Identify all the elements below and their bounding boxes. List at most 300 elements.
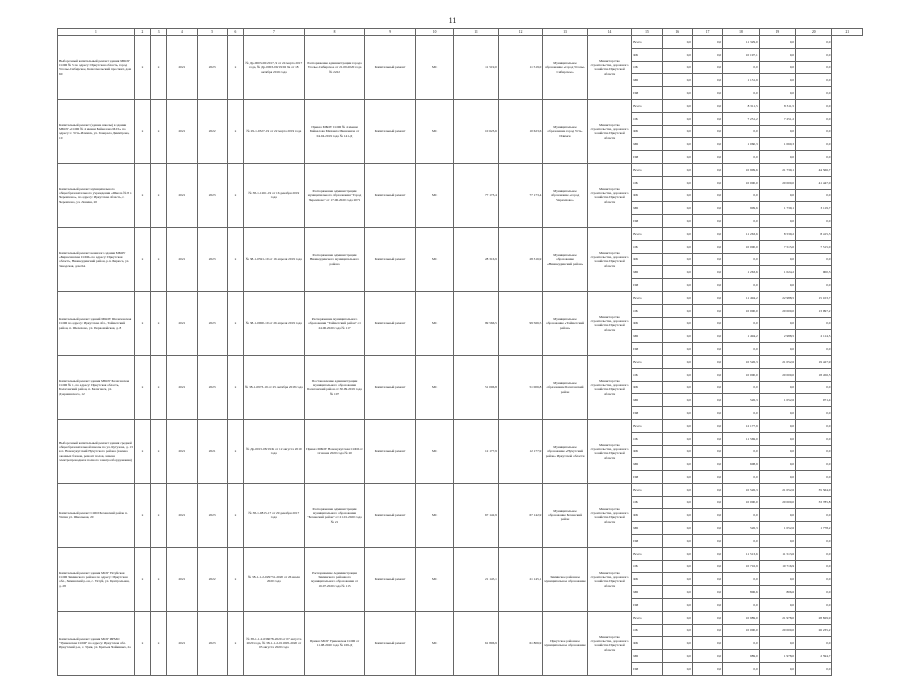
- estimated-cost: 11 519,0: [454, 36, 498, 100]
- funding-value: 0,0: [692, 496, 722, 509]
- cell-col2: x: [134, 611, 150, 675]
- funding-value: 0,0: [692, 266, 722, 279]
- object-name: Капитальный ремонт зданий МКОУ Шелеховская СОШ по адресу: Иркутская обл., Тайшетский район, п. Шелехово, ул. Первомайская, д. 8: [58, 291, 135, 355]
- cell-col2: x: [134, 36, 150, 100]
- object-name: Капитальный ремонт нежилого здания МБОУ «Бирюсинская СОШ» по адресу: Иркутская область, Нижнеудинский район, р.п. Бирюса, ул. Заводская, дом 6А: [58, 227, 135, 291]
- remaining-cost: 28 316,9: [498, 227, 542, 291]
- funding-value: 0,0: [662, 151, 692, 164]
- funding-value: 526,3: [723, 394, 759, 407]
- funding-value: 0,0: [662, 611, 692, 624]
- cell-col2: x: [134, 163, 150, 227]
- work-type: Капитальный ремонт: [365, 36, 416, 100]
- funding-source: ОБ: [632, 624, 662, 637]
- funding-value: 1 978,0: [759, 650, 795, 663]
- funding-source: МБ: [632, 202, 662, 215]
- funding-value: 0,0: [662, 61, 692, 74]
- funding-value: 806,6: [723, 586, 759, 599]
- funding-source: ФБ: [632, 253, 662, 266]
- funding-value: 0,0: [796, 535, 832, 548]
- cell-col6: x: [227, 36, 243, 100]
- estimated-cost: 10 623,6: [454, 99, 498, 163]
- funding-value: 0,0: [796, 36, 832, 49]
- cell-col6: x: [227, 291, 243, 355]
- column-number: 2: [134, 29, 150, 36]
- ministry: Министерство строительства, дорожного хозяйства Иркутской области: [587, 36, 631, 100]
- funding-value: 0,0: [662, 624, 692, 637]
- funding-value: 0,0: [662, 650, 692, 663]
- funding-value: 0,0: [692, 343, 722, 356]
- funding-value: 0,0: [662, 99, 692, 112]
- funding-value: 11 513,6: [723, 547, 759, 560]
- funding-value: 0,0: [796, 48, 832, 61]
- funding-value: 0,0: [796, 61, 832, 74]
- end-year: 2023: [197, 36, 227, 100]
- column-number: 7: [244, 29, 305, 36]
- end-year: 2023: [197, 227, 227, 291]
- cell-col2: x: [134, 291, 150, 355]
- funding-value: 0,0: [759, 509, 795, 522]
- estimated-cost: 51 006,8: [454, 355, 498, 419]
- funding-value: 0,0: [662, 560, 692, 573]
- ministry: Министерство строительства, дорожного хозяйства Иркутской области: [587, 291, 631, 355]
- funding-value: 1 024,2: [759, 266, 795, 279]
- end-year: 2023: [197, 291, 227, 355]
- funding-value: 900,3: [796, 266, 832, 279]
- expertise-docs: № 38-1-0900-19 от 26 апреля 2019 года: [244, 291, 305, 355]
- power-unit: МС: [415, 36, 453, 100]
- funding-value: 0,0: [759, 36, 795, 49]
- funding-value: 3 119,7: [796, 202, 832, 215]
- work-type: Капитальный ремонт: [365, 419, 416, 483]
- funding-value: 0,0: [662, 586, 692, 599]
- funding-source: МБ: [632, 266, 662, 279]
- funding-value: 0,0: [796, 87, 832, 100]
- funding-value: 0,0: [759, 407, 795, 420]
- funding-value: 0,0: [723, 573, 759, 586]
- funding-value: 0,0: [796, 432, 832, 445]
- funding-value: 0,0: [662, 458, 692, 471]
- funding-value: 0,0: [692, 163, 722, 176]
- funding-value: 0,0: [662, 522, 692, 535]
- funding-value: 0,0: [723, 535, 759, 548]
- funding-value: 0,0: [796, 343, 832, 356]
- funding-source: Всего: [632, 611, 662, 624]
- funding-value: 0,0: [662, 138, 692, 151]
- funding-value: 0,0: [662, 317, 692, 330]
- expertise-docs: № Др-0003-06/2017, 9 от 24 марта 2017 года, № Др-0003-09/19/02 9а от 18 октября 2016 года: [244, 36, 305, 100]
- power-unit: МС: [415, 355, 453, 419]
- funding-value: 10 000,0: [723, 240, 759, 253]
- cell-col3: x: [151, 99, 167, 163]
- ministry: Министерство строительства, дорожного хозяйства Иркутской области: [587, 355, 631, 419]
- funding-value: 0,0: [796, 151, 832, 164]
- table-row: [58, 611, 863, 624]
- funding-value: 0,0: [662, 419, 692, 432]
- funding-value: 0,0: [692, 291, 722, 304]
- funding-value: 0,0: [662, 509, 692, 522]
- page-number: 11: [448, 16, 457, 25]
- funding-value: 0,0: [796, 471, 832, 484]
- expertise-docs: № Др-0015-08/19/К от 12 августа 2019 года: [244, 419, 305, 483]
- funding-value: 0,0: [692, 407, 722, 420]
- funding-value: 0,0: [692, 637, 722, 650]
- funding-value: 7 515,0: [796, 240, 832, 253]
- funding-value: 0,0: [662, 663, 692, 676]
- funding-value: 0,0: [796, 419, 832, 432]
- funding-value: 0,0: [692, 573, 722, 586]
- funding-value: 0,0: [723, 151, 759, 164]
- column-number: 20: [796, 29, 832, 36]
- expertise-docs: № 38-1-0591-19 от 16 апреля 2019 года: [244, 227, 305, 291]
- funding-value: 0,0: [759, 87, 795, 100]
- funding-value: 10 909,6: [723, 163, 759, 176]
- funding-value: 0,0: [662, 36, 692, 49]
- funding-value: 0,0: [796, 599, 832, 612]
- column-number: 9: [365, 29, 416, 36]
- column-number: 12: [498, 29, 542, 36]
- funding-value: 1 494,2: [723, 330, 759, 343]
- funding-value: 8 415,3: [796, 227, 832, 240]
- decision-doc: Постановление администрации муниципального образования Балаганский район от 30.09.2019 года № 107: [304, 355, 365, 419]
- funding-source: ФБ: [632, 189, 662, 202]
- funding-value: 0,0: [759, 151, 795, 164]
- funding-value: 0,0: [796, 138, 832, 151]
- funding-value: 0,0: [662, 573, 692, 586]
- funding-value: 1 263,6: [723, 266, 759, 279]
- funding-value: 0,0: [796, 586, 832, 599]
- column-number: 11: [454, 29, 498, 36]
- funding-value: 0,0: [662, 445, 692, 458]
- funding-value: 0,0: [723, 61, 759, 74]
- funding-source: ОБ: [632, 432, 662, 445]
- funding-value: 2 594,7: [796, 650, 832, 663]
- funding-value: 11 513,6: [759, 547, 795, 560]
- funding-value: 0,0: [692, 48, 722, 61]
- start-year: 2021: [167, 483, 197, 547]
- funding-source: МБ: [632, 394, 662, 407]
- funding-source: МБ: [632, 330, 662, 343]
- funding-value: 0,0: [796, 547, 832, 560]
- funding-source: ИИ: [632, 599, 662, 612]
- start-year: 2021: [167, 163, 197, 227]
- funding-value: 0,0: [723, 599, 759, 612]
- cell-col3: x: [151, 291, 167, 355]
- cell-col6: x: [227, 227, 243, 291]
- end-year: 2021: [197, 419, 227, 483]
- table-row: [58, 547, 863, 560]
- funding-value: 10 989,0: [723, 611, 759, 624]
- estimated-cost: 99 566,5: [454, 291, 498, 355]
- funding-value: 0,0: [692, 586, 722, 599]
- funding-value: 0,0: [662, 394, 692, 407]
- cell-col2: x: [134, 99, 150, 163]
- object-name: Выборочный капитальный ремонт здания МБОУ СОШ № 5 по адресу: Иркутская область, город Усолье-Сибирское, Комсомольский проспект, дом 60: [58, 36, 135, 100]
- cell-col2: x: [134, 227, 150, 291]
- start-year: 2021: [167, 227, 197, 291]
- funding-value: 0,0: [796, 637, 832, 650]
- funding-value: 0,0: [662, 74, 692, 87]
- funding-value: 0,0: [692, 138, 722, 151]
- decision-doc: Распоряжение Администрации Зиминского районного муниципального образования от 16.07.2020 года № 115: [304, 547, 365, 611]
- estimated-cost: 61 806,9: [454, 611, 498, 675]
- column-number: 21: [832, 29, 863, 36]
- funding-value: 0,0: [662, 432, 692, 445]
- column-number: 16: [662, 29, 692, 36]
- column-number: 6: [227, 29, 243, 36]
- funding-value: 10 000,0: [723, 496, 759, 509]
- funding-value: 0,0: [796, 458, 832, 471]
- funding-value: 0,0: [692, 509, 722, 522]
- funding-source: Всего: [632, 99, 662, 112]
- funding-source: МБ: [632, 650, 662, 663]
- table-row: [58, 291, 863, 304]
- funding-value: 0,0: [692, 522, 722, 535]
- funding-source: ИИ: [632, 215, 662, 228]
- funding-value: 10 197,1: [723, 48, 759, 61]
- cell-col2: x: [134, 547, 150, 611]
- funding-source: ОБ: [632, 240, 662, 253]
- customer: Муниципальное образование «Нукутский район» Иркутской области: [543, 419, 587, 483]
- funding-value: 21 978,0: [759, 611, 795, 624]
- column-number-row: [58, 29, 863, 36]
- funding-value: 0,0: [759, 573, 795, 586]
- funding-source: Всего: [632, 36, 662, 49]
- funding-value: 0,0: [692, 624, 722, 637]
- customer: Муниципальное образование «город Усолье-Сибирское»: [543, 36, 587, 100]
- funding-source: ФБ: [632, 445, 662, 458]
- funding-value: 0,0: [796, 112, 832, 125]
- work-type: Капитальный ремонт: [365, 611, 416, 675]
- funding-value: 0,0: [662, 125, 692, 138]
- table-body: [58, 36, 863, 676]
- decision-doc: Распоряжение администрации муниципального образования "Город Черемхово" от 17.06.2020 года 2071: [304, 163, 365, 227]
- object-name: Капитальный ремонт муниципального общеобразовательного учреждения «Школа № 8 г. Черемхово», по адресу: Иркутская область, г. Черемхово, ул. Ленина, 20: [58, 163, 135, 227]
- funding-value: 0,0: [759, 381, 795, 394]
- expertise-docs: № 38-1-1-2-036078-2020 от 07 августа 2020 года, № 38-1-1-2-011695-2020 от 03 августа 2020 года: [244, 611, 305, 675]
- ministry: Министерство строительства, дорожного хозяйства Иркутской области: [587, 163, 631, 227]
- funding-source: Всего: [632, 547, 662, 560]
- funding-source: ИИ: [632, 151, 662, 164]
- work-type: Капитальный ремонт: [365, 291, 416, 355]
- remaining-cost: 67 142,9: [498, 483, 542, 547]
- table-row: [58, 483, 863, 496]
- expertise-docs: № 38-1-1-2-029731-2020 от 26 июля 2020 года: [244, 547, 305, 611]
- funding-value: 21 052,6: [759, 355, 795, 368]
- funding-value: 0,0: [692, 202, 722, 215]
- funding-source: ОБ: [632, 496, 662, 509]
- funding-value: 0,0: [759, 253, 795, 266]
- customer: Иркутское районное муниципальное образование: [543, 611, 587, 675]
- funding-value: 0,0: [662, 227, 692, 240]
- start-year: 2021: [167, 355, 197, 419]
- funding-value: 608,9: [723, 458, 759, 471]
- funding-source: ИИ: [632, 535, 662, 548]
- remaining-cost: 61 806,9: [498, 611, 542, 675]
- remaining-cost: 10 623,6: [498, 99, 542, 163]
- remaining-cost: 21 145,1: [498, 547, 542, 611]
- funding-value: 0,0: [662, 215, 692, 228]
- end-year: 2023: [197, 611, 227, 675]
- funding-source: МБ: [632, 458, 662, 471]
- funding-source: Всего: [632, 163, 662, 176]
- funding-value: 0,0: [662, 535, 692, 548]
- funding-value: 0,0: [692, 74, 722, 87]
- funding-value: 0,0: [692, 279, 722, 292]
- funding-value: 0,0: [692, 189, 722, 202]
- ministry: Министерство строительства, дорожного хозяйства Иркутской области: [587, 547, 631, 611]
- decision-doc: Приказ МОУ Уриковская СОШ от 11.08.2020 года № 169-Д: [304, 611, 365, 675]
- funding-value: 0,0: [692, 650, 722, 663]
- funding-value: 0,0: [759, 317, 795, 330]
- column-number: 5: [197, 29, 227, 36]
- customer: Зиминское районное муниципальное образование: [543, 547, 587, 611]
- funding-value: 0,0: [796, 445, 832, 458]
- remaining-cost: 77 173,4: [498, 163, 542, 227]
- table-row: [58, 227, 863, 240]
- start-year: 2021: [167, 419, 197, 483]
- end-year: 2023: [197, 483, 227, 547]
- funding-value: 10 716,9: [759, 560, 795, 573]
- remaining-cost: 51 006,8: [498, 355, 542, 419]
- object-name: Капитальный ремонт СОШ Боханский район п. Унгин ул. Школьная, 20: [58, 483, 135, 547]
- funding-value: 20 000,0: [759, 176, 795, 189]
- funding-value: 0,0: [692, 483, 722, 496]
- power-unit: МС: [415, 547, 453, 611]
- funding-value: 0,0: [662, 483, 692, 496]
- funding-value: 28 829,9: [796, 611, 832, 624]
- funding-source: ИИ: [632, 407, 662, 420]
- funding-value: 44 566,7: [796, 163, 832, 176]
- cell-col3: x: [151, 483, 167, 547]
- start-year: 2021: [167, 547, 197, 611]
- funding-value: 0,0: [723, 279, 759, 292]
- expertise-docs: № 38-1-1261-19 от 16 декабря 2019 года: [244, 163, 305, 227]
- funding-value: 0,0: [723, 381, 759, 394]
- funding-value: 10 526,3: [723, 483, 759, 496]
- funding-value: 26 235,2: [796, 624, 832, 637]
- column-number: 1: [58, 29, 135, 36]
- funding-value: 0,0: [662, 496, 692, 509]
- funding-value: 989,0: [723, 650, 759, 663]
- funding-value: 11 494,2: [723, 291, 759, 304]
- work-type: Капитальный ремонт: [365, 99, 416, 163]
- funding-source: ФБ: [632, 317, 662, 330]
- estimated-cost: 77 173,4: [454, 163, 498, 227]
- funding-value: 10 000,0: [723, 304, 759, 317]
- funding-value: 0,0: [692, 355, 722, 368]
- funding-source: ОБ: [632, 560, 662, 573]
- object-name: Капитальный ремонт (здание школы) в здании МБОУ «СОШ № 4 имени Байкалова М.И.» по адресу: г. Усть-Илимск, ул. Генерала Димитрова, 10: [58, 99, 135, 163]
- funding-value: 806,6: [759, 586, 795, 599]
- cell-col6: x: [227, 483, 243, 547]
- power-unit: МС: [415, 611, 453, 675]
- funding-source: ФБ: [632, 381, 662, 394]
- funding-value: 13 997,2: [796, 304, 832, 317]
- funding-value: 19 427,9: [796, 355, 832, 368]
- cell-col3: x: [151, 36, 167, 100]
- funding-value: 0,0: [759, 663, 795, 676]
- column-number: 3: [151, 29, 167, 36]
- cell-col3: x: [151, 163, 167, 227]
- decision-doc: Приказ МБОУ СОШ № 4 имени Байкалова Михаила Ивановича от 04.04.2019 года № 141-Д: [304, 99, 365, 163]
- end-year: 2022: [197, 99, 227, 163]
- funding-value: 10 716,9: [723, 560, 759, 573]
- funding-value: 0,0: [662, 291, 692, 304]
- object-name: Выборочный капитальный ремонт здания средней общеобразовательной школы по ул. Кутузова, д. 13 в п. Новонукутский Нукутского района (замена оконных блоков, ремонт полов, замена электропроводки и полного электрооборудования): [58, 419, 135, 483]
- funding-value: 0,0: [759, 61, 795, 74]
- funding-value: 0,0: [796, 381, 832, 394]
- funding-value: 0,0: [662, 112, 692, 125]
- column-number: 10: [415, 29, 453, 36]
- funding-value: 0,0: [692, 368, 722, 381]
- funding-source: ИИ: [632, 471, 662, 484]
- funding-value: 0,0: [723, 663, 759, 676]
- funding-value: 0,0: [692, 599, 722, 612]
- ministry: Министерство строительства, дорожного хозяйства Иркутской области: [587, 227, 631, 291]
- funding-value: 12 177,9: [723, 419, 759, 432]
- funding-value: 0,0: [723, 215, 759, 228]
- start-year: 2021: [167, 611, 197, 675]
- funding-value: 10 526,3: [723, 355, 759, 368]
- funding-value: 0,0: [796, 189, 832, 202]
- estimated-cost: 28 316,9: [454, 227, 498, 291]
- funding-source: ФБ: [632, 48, 662, 61]
- funding-value: 0,0: [759, 445, 795, 458]
- funding-value: 0,0: [662, 407, 692, 420]
- funding-value: 1 778,2: [796, 522, 832, 535]
- table-row: [58, 419, 863, 432]
- data-table: [57, 28, 863, 676]
- funding-value: 11 263,6: [723, 227, 759, 240]
- funding-value: 0,0: [662, 471, 692, 484]
- column-number: 14: [587, 29, 631, 36]
- funding-value: 0,0: [723, 125, 759, 138]
- funding-value: 526,3: [723, 522, 759, 535]
- funding-value: 8 311,5: [723, 99, 759, 112]
- funding-source: ФБ: [632, 125, 662, 138]
- funding-value: 0,0: [723, 637, 759, 650]
- funding-value: 0,0: [796, 560, 832, 573]
- funding-value: 0,0: [796, 663, 832, 676]
- end-year: 2023: [197, 163, 227, 227]
- table-row: [58, 355, 863, 368]
- funding-value: 0,0: [692, 240, 722, 253]
- funding-value: 0,0: [759, 599, 795, 612]
- estimated-cost: 12 177,9: [454, 419, 498, 483]
- funding-value: 0,0: [692, 227, 722, 240]
- funding-source: ФБ: [632, 509, 662, 522]
- funding-value: 0,0: [692, 176, 722, 189]
- column-number: 4: [167, 29, 197, 36]
- funding-value: 0,0: [796, 279, 832, 292]
- funding-value: 0,0: [692, 394, 722, 407]
- funding-value: 0,0: [662, 176, 692, 189]
- cell-col2: x: [134, 483, 150, 547]
- power-unit: МС: [415, 163, 453, 227]
- funding-value: 15 103,7: [796, 291, 832, 304]
- funding-value: 0,0: [796, 509, 832, 522]
- funding-value: 0,0: [662, 368, 692, 381]
- funding-source: ОБ: [632, 176, 662, 189]
- funding-value: 0,0: [796, 317, 832, 330]
- funding-value: 0,0: [662, 48, 692, 61]
- column-number: 19: [759, 29, 795, 36]
- funding-value: 0,0: [662, 279, 692, 292]
- column-number: 18: [723, 29, 759, 36]
- funding-value: 1 060,3: [723, 138, 759, 151]
- remaining-cost: 99 566,5: [498, 291, 542, 355]
- funding-source: ИИ: [632, 279, 662, 292]
